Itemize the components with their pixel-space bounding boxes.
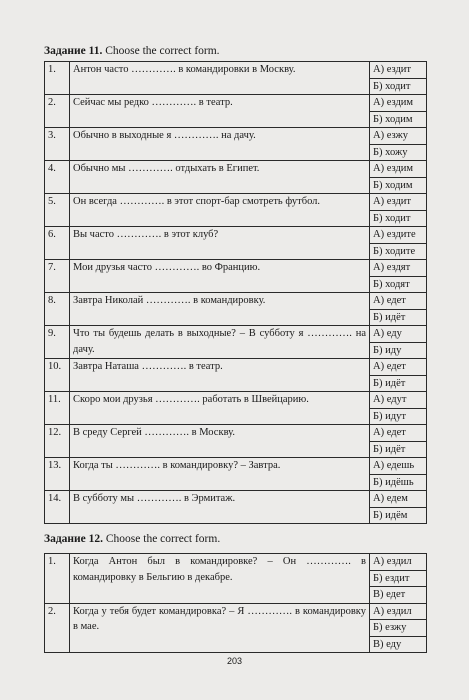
item-sentence: Скоро мои друзья …………. работать в Швейцарию.: [70, 392, 370, 425]
item-sentence: Завтра Наташа …………. в театр.: [70, 359, 370, 392]
item-sentence: Он всегда …………. в этот спорт-бар смотреть футбол.: [70, 194, 370, 227]
item-number: 12.: [45, 425, 70, 458]
item-sentence: Когда Антон был в командировке? – Он …………. в командировку в Бельгию в декабре.: [70, 554, 370, 604]
answer-option: А) езжу: [370, 128, 427, 145]
answer-option: Б) идут: [370, 408, 427, 425]
task-12-table: [44, 553, 427, 653]
answer-option: Б) идёшь: [370, 474, 427, 491]
answer-option: Б) идёт: [370, 441, 427, 458]
answer-option: Б) ходит: [370, 78, 427, 95]
item-number: 14.: [45, 491, 70, 524]
item-number: 9.: [45, 326, 70, 359]
item-sentence: Что ты будешь делать в выходные? – В субботу я …………. на дачу.: [70, 326, 370, 359]
answer-option: Б) идёт: [370, 375, 427, 392]
answer-option: А) едешь: [370, 458, 427, 475]
item-number: 3.: [45, 128, 70, 161]
answer-option: Б) ездит: [370, 570, 427, 587]
answer-option: А) ездите: [370, 227, 427, 244]
answer-option: Б) иду: [370, 342, 427, 359]
answer-option: А) ездим: [370, 95, 427, 112]
task-11-title-bold: Задание 11.: [44, 45, 103, 57]
answer-option: А) ездил: [370, 554, 427, 571]
item-number: 5.: [45, 194, 70, 227]
task-12-title-text: Choose the correct form.: [103, 533, 221, 545]
item-sentence: В среду Сергей …………. в Москву.: [70, 425, 370, 458]
answer-option: А) ездил: [370, 603, 427, 620]
answer-option: А) едет: [370, 293, 427, 310]
item-sentence: Когда ты …………. в командировку? – Завтра.: [70, 458, 370, 491]
answer-option: Б) ходим: [370, 111, 427, 128]
table-row: [45, 95, 427, 112]
table-row: [45, 128, 427, 145]
item-number: 7.: [45, 260, 70, 293]
answer-option: Б) хожу: [370, 144, 427, 161]
answer-option: Б) идём: [370, 507, 427, 524]
answer-option: А) ездят: [370, 260, 427, 277]
answer-option: А) едет: [370, 425, 427, 442]
item-number: 1.: [45, 62, 70, 95]
table-row: [45, 293, 427, 310]
answer-option: А) едут: [370, 392, 427, 409]
item-number: 2.: [45, 95, 70, 128]
answer-option: А) еду: [370, 326, 427, 343]
task-11-title-text: Choose the correct form.: [102, 45, 220, 57]
item-number: 2.: [45, 603, 70, 653]
table-row: [45, 62, 427, 79]
table-row: [45, 326, 427, 343]
item-number: 4.: [45, 161, 70, 194]
item-sentence: Обычно в выходные я …………. на дачу.: [70, 128, 370, 161]
item-sentence: Мои друзья часто …………. во Францию.: [70, 260, 370, 293]
table-row: [45, 425, 427, 442]
answer-option: А) ездит: [370, 62, 427, 79]
table-row: [45, 603, 427, 620]
table-row: [45, 554, 427, 571]
answer-option: В) еду: [370, 636, 427, 653]
answer-option: Б) ходят: [370, 276, 427, 293]
task-12-title: [44, 532, 220, 546]
task-12-title-bold: Задание 12.: [44, 533, 103, 545]
item-number: 11.: [45, 392, 70, 425]
answer-option: А) едет: [370, 359, 427, 376]
answer-option: А) едем: [370, 491, 427, 508]
item-number: 10.: [45, 359, 70, 392]
answer-option: Б) езжу: [370, 620, 427, 637]
item-sentence: Обычно мы …………. отдыхать в Египет.: [70, 161, 370, 194]
page-number: 203: [226, 656, 243, 666]
item-number: 8.: [45, 293, 70, 326]
item-number: 1.: [45, 554, 70, 604]
answer-option: Б) ходит: [370, 210, 427, 227]
item-number: 6.: [45, 227, 70, 260]
task-11-title: [44, 44, 220, 58]
answer-option: Б) ходим: [370, 177, 427, 194]
answer-option: А) ездит: [370, 194, 427, 211]
item-sentence: Завтра Николай …………. в командировку.: [70, 293, 370, 326]
answer-option: В) едет: [370, 587, 427, 604]
item-number: 13.: [45, 458, 70, 491]
table-row: [45, 491, 427, 508]
table-row: [45, 458, 427, 475]
table-row: [45, 194, 427, 211]
table-row: [45, 161, 427, 178]
task-11-table: [44, 61, 427, 524]
item-sentence: Вы часто …………. в этот клуб?: [70, 227, 370, 260]
answer-option: Б) идёт: [370, 309, 427, 326]
item-sentence: Когда у тебя будет командировка? – Я …………. в командировку в мае.: [70, 603, 370, 653]
item-sentence: В субботу мы …………. в Эрмитаж.: [70, 491, 370, 524]
item-sentence: Сейчас мы редко …………. в театр.: [70, 95, 370, 128]
table-row: [45, 392, 427, 409]
answer-option: Б) ходите: [370, 243, 427, 260]
item-sentence: Антон часто …………. в командировки в Москву.: [70, 62, 370, 95]
table-row: [45, 359, 427, 376]
table-row: [45, 260, 427, 277]
table-row: [45, 227, 427, 244]
answer-option: А) ездим: [370, 161, 427, 178]
